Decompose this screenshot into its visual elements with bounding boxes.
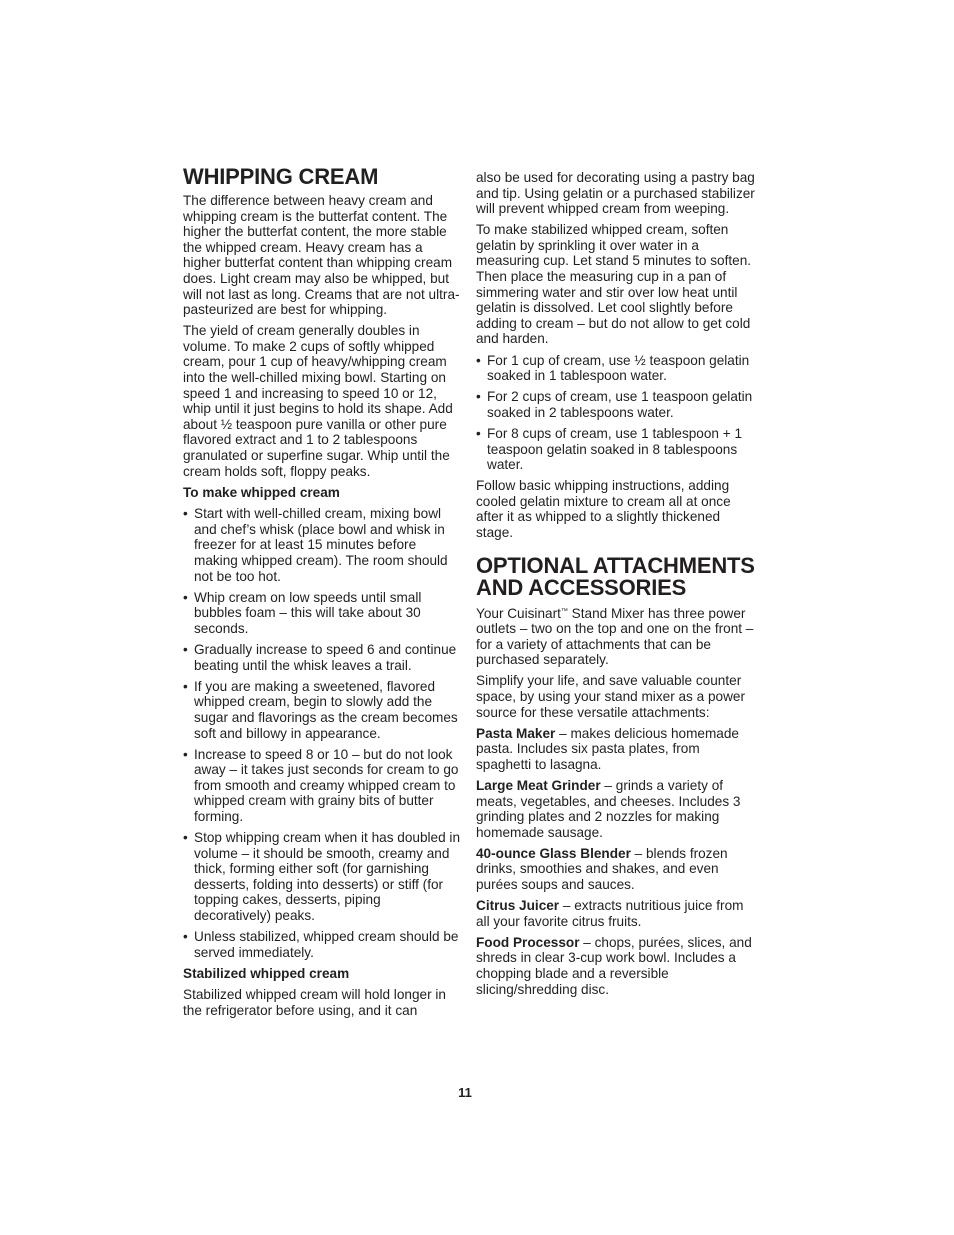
trademark-symbol: ™ (560, 607, 568, 615)
intro-paragraph-1: The difference between heavy cream and whipping cream is the butterfat content. The higher the butterfat content, the more stable the whipped cream. Heavy cream has a higher butterfat content than whipping cream does. Light cream may also be whipped, but will not last as long. Creams that are not ultra-pasteurized are best for whipping. (183, 193, 460, 318)
continued-paragraph: also be used for decorating using a pastry bag and tip. Using gelatin or a purchased stabilizer will prevent whipped cream from weeping. (476, 170, 755, 217)
list-item: • For 8 cups of cream, use 1 tablespoon + 1 teaspoon gelatin soaked in 8 tablespoons water. (476, 426, 758, 473)
attachment-description: – chops, purées, slices, and shreds in clear 3-cup work bowl. Includes a chopping blade and a reversible slicing/shredding disc. (476, 934, 752, 997)
left-column (183, 166, 461, 1024)
list-item: • Unless stabilized, whipped cream should be served immediately. (183, 929, 461, 960)
attachment-term: Pasta Maker (476, 725, 556, 741)
accessories-p1-end: Stand Mixer has three power outlets – two on the top and one on the front – for a variety of attachments that can be purchased separately. (476, 605, 754, 668)
list-item: • Increase to speed 8 or 10 – but do not look away – it takes just seconds for cream to go from smooth and creamy whipped cream to whipped cream with grainy bits of butter forming. (183, 747, 461, 825)
whipped-cream-steps (183, 506, 461, 960)
attachment-citrus-juicer (476, 898, 758, 929)
attachment-meat-grinder (476, 778, 758, 840)
list-item: • If you are making a sweetened, flavored whipped cream, begin to slowly add the sugar and flavorings as the cream becomes soft and billowy in appearance. (183, 679, 461, 741)
attachment-term: 40-ounce Glass Blender (476, 845, 631, 861)
list-item: • For 2 cups of cream, use 1 teaspoon gelatin soaked in 2 tablespoons water. (476, 389, 758, 420)
follow-paragraph: Follow basic whipping instructions, adding cooled gelatin mixture to cream all at once after it as whipped to a slightly thickened stage. (476, 478, 731, 540)
attachment-description: – blends frozen drinks, smoothies and shakes, and even purées soups and sauces. (476, 845, 728, 893)
section-title-whipping-cream: WHIPPING CREAM (183, 164, 379, 189)
accessories-paragraph-2: Simplify your life, and save valuable counter space, by using your stand mixer as a power source for these versatile attachments: (476, 673, 745, 720)
section-title-attachments (476, 552, 758, 601)
accessories-paragraph-1 (476, 606, 758, 668)
accessories-p1-start: Your Cuisinart (476, 605, 561, 621)
right-column (476, 170, 758, 1003)
attachment-pasta-maker (476, 726, 758, 773)
section-title-line-2: AND ACCESSORIES (476, 575, 687, 601)
list-item: • Stop whipping cream when it has doubled in volume – it should be smooth, creamy and thick, forming either soft (for garnishing desserts, folding into desserts) or stiff (for topping cakes, desserts, piping decoratively) peaks. (183, 830, 461, 924)
attachment-description: – grinds a variety of meats, vegetables, and cheeses. Includes 3 grinding plates and 2 nozzles for making homemade sausage. (476, 778, 741, 840)
attachment-term: Citrus Juicer (476, 898, 560, 914)
stabilized-paragraph: Stabilized whipped cream will hold longer in the refrigerator before using, and it can (183, 987, 446, 1018)
attachment-glass-blender (476, 846, 758, 893)
list-item: • Start with well-chilled cream, mixing bowl and chef’s whisk (place bowl and whisk in freezer for at least 15 minutes before making whipped cream). The room should not be too hot. (183, 506, 461, 584)
attachment-term: Food Processor (476, 934, 580, 950)
stabilized-method-paragraph: To make stabilized whipped cream, soften gelatin by sprinkling it over water in a measuring cup. Let stand 5 minutes to soften. Then place the measuring cup in a pan of simmering water and stir over low heat until gelatin is dissolved. Let cool slightly before adding to cream – but do not allow to get cold and harden. (476, 222, 752, 347)
attachment-term: Large Meat Grinder (476, 778, 601, 793)
list-item: • Gradually increase to speed 6 and continue beating until the whisk leaves a trail. (183, 642, 461, 673)
attachment-food-processor (476, 935, 758, 997)
intro-paragraph-2: The yield of cream generally doubles in volume. To make 2 cups of softly whipped cream, pour 1 cup of heavy/whipping cream into the well-chilled mixing bowl. Starting on speed 1 and increasing to speed 10 or 12, whip until it just begins to hold its shape. Add about ½ teaspoon pure vanilla or other pure flavored extract and 1 to 2 tablespoons granulated or superfine sugar. Whip until the cream holds soft, floppy peaks. (183, 323, 453, 479)
gelatin-ratios-list (476, 353, 758, 473)
subheading-make-whipped-cream: To make whipped cream (183, 484, 340, 500)
subheading-stabilized-whipped-cream: Stabilized whipped cream (183, 965, 350, 981)
list-item: • For 1 cup of cream, use ½ teaspoon gelatin soaked in 1 tablespoon water. (476, 353, 758, 384)
page-number: 11 (458, 1085, 472, 1100)
section-title-line-1: OPTIONAL ATTACHMENTS (476, 552, 755, 578)
list-item: • Whip cream on low speeds until small bubbles foam – this will take about 30 seconds. (183, 590, 461, 637)
attachment-description: – extracts nutritious juice from all your favorite citrus fruits. (476, 898, 744, 929)
attachment-description: – makes delicious homemade pasta. Includes six pasta plates, from spaghetti to lasagna. (476, 725, 739, 772)
